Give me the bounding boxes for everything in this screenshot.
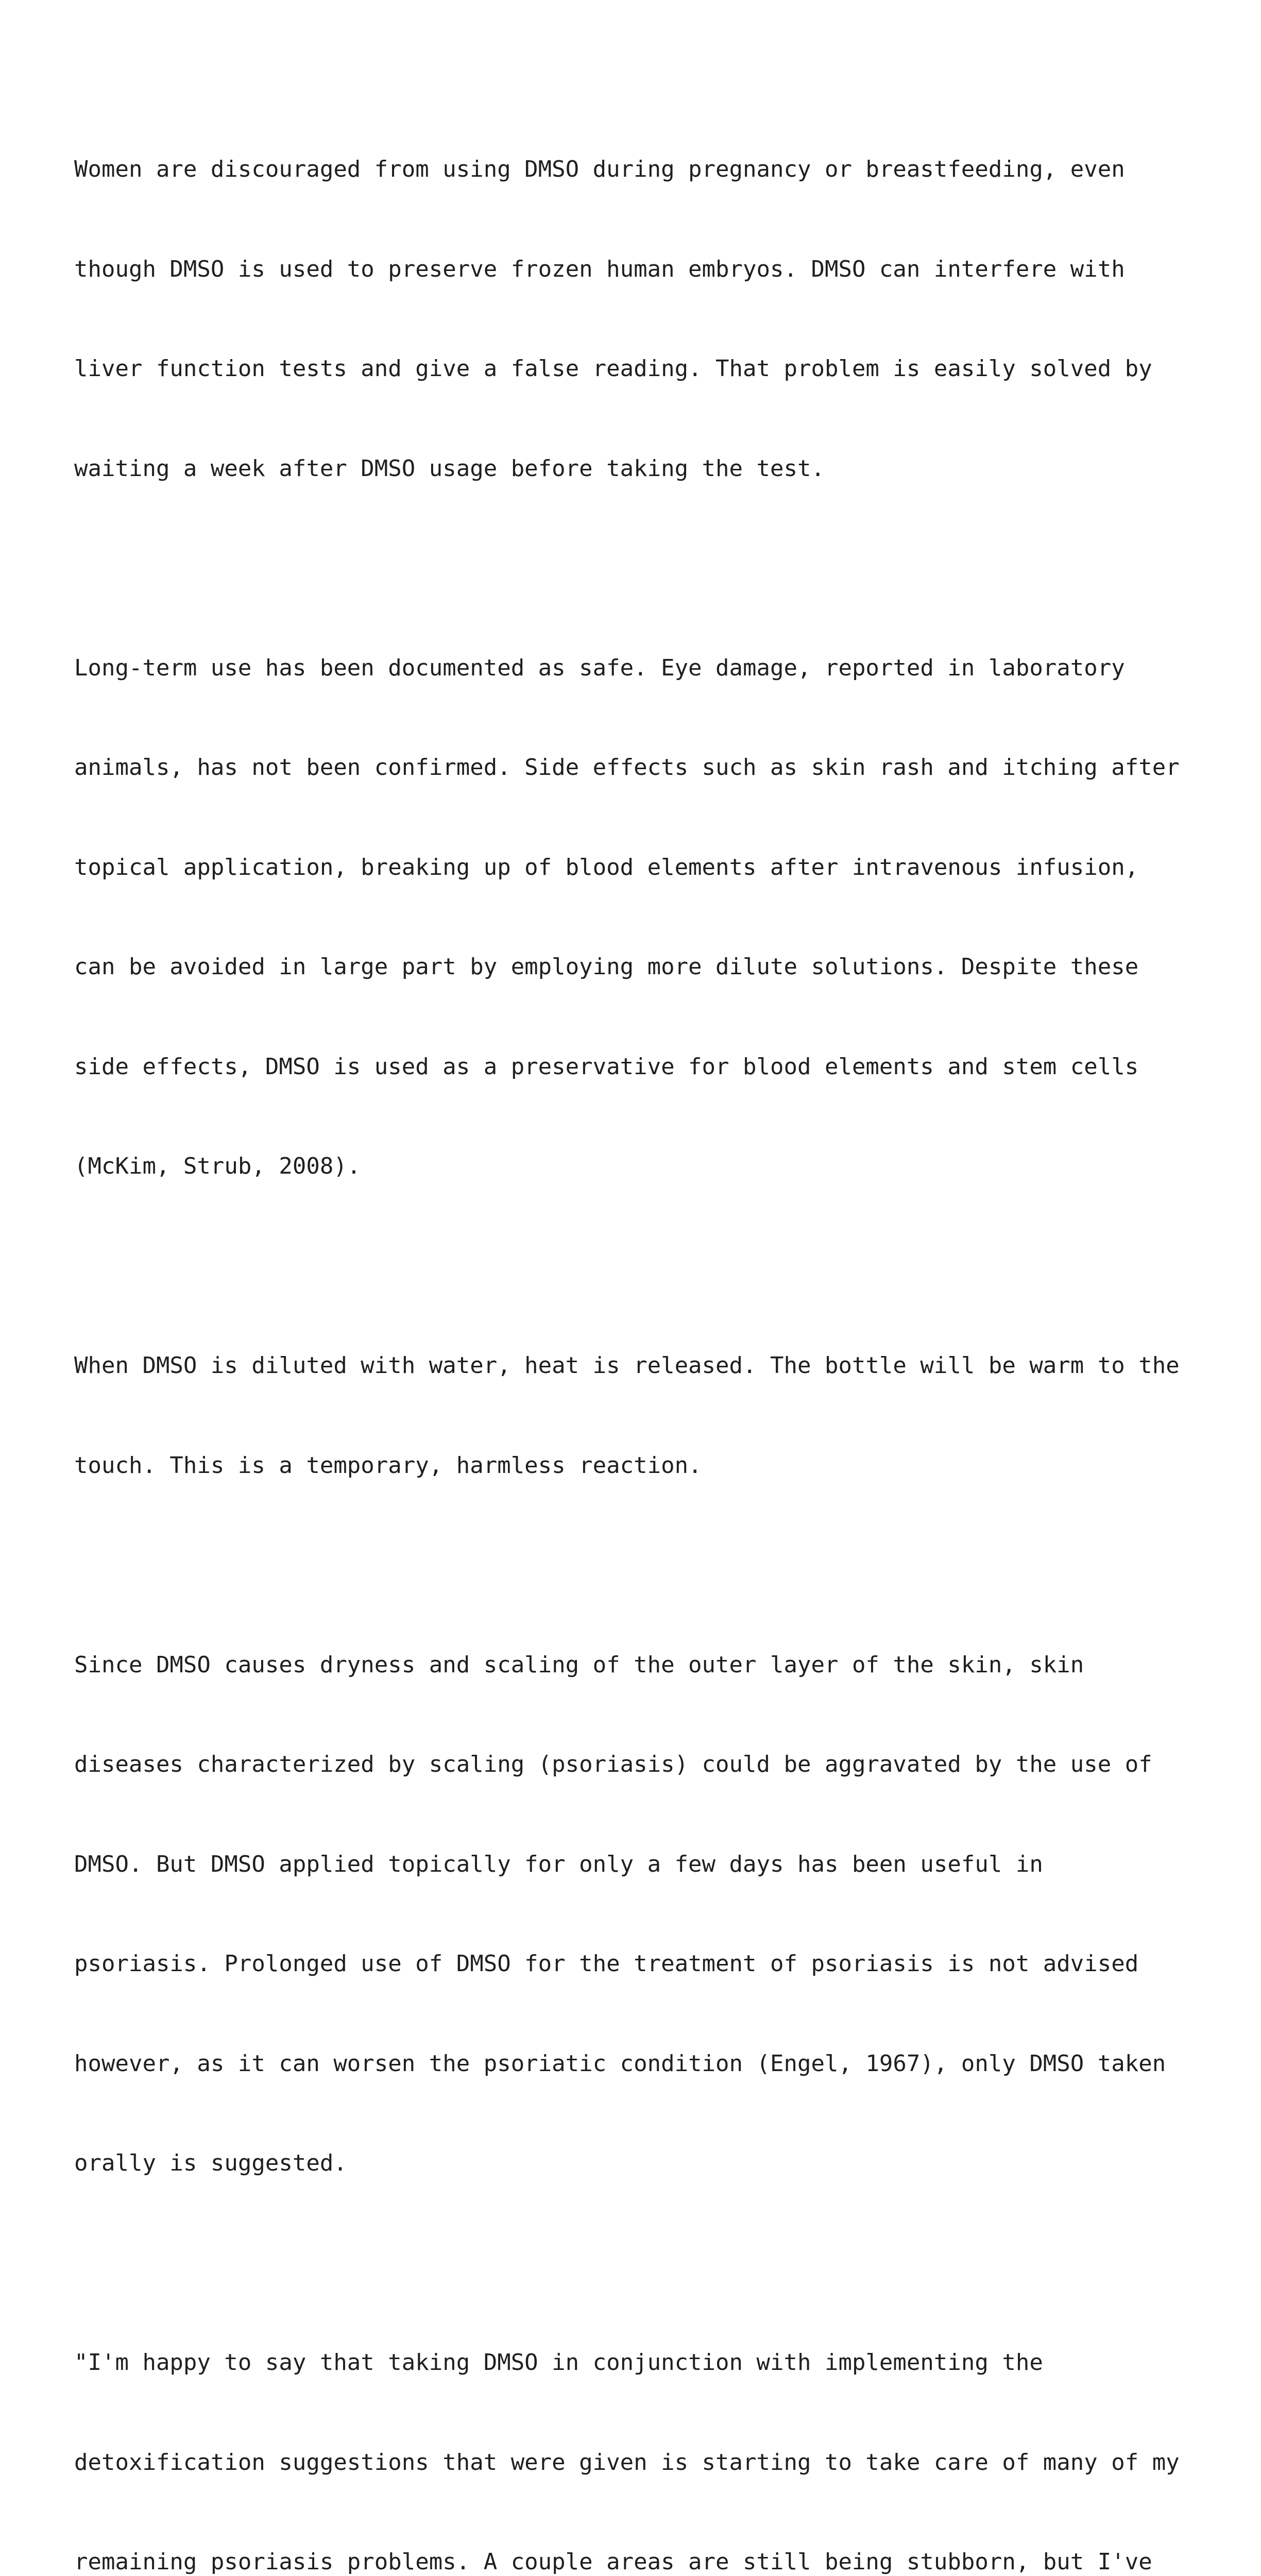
text-line: however, as it can worsen the psoriatic condition (Engel, 1967), only DMSO taken <box>74 2050 1166 2077</box>
text-line: Women are discouraged from using DMSO during pregnancy or breastfeeding, even <box>74 156 1125 182</box>
paragraph-dilution-heat <box>74 1283 1197 1549</box>
text-line: can be avoided in large part by employing more dilute solutions. Despite these <box>74 954 1139 980</box>
text-line: remaining psoriasis problems. A couple areas are still being stubborn, but I've <box>74 2549 1152 2575</box>
text-line: DMSO. But DMSO applied topically for only a few days has been useful in <box>74 1851 1043 1877</box>
text-line: psoriasis. Prolonged use of DMSO for the treatment of psoriasis is not advised <box>74 1951 1139 1977</box>
text-line: topical application, breaking up of blood elements after intravenous infusion, <box>74 854 1139 880</box>
document-page <box>74 87 1197 2576</box>
paragraph-psoriasis <box>74 1582 1197 2247</box>
text-line: diseases characterized by scaling (psoriasis) could be aggravated by the use of <box>74 1751 1152 1777</box>
paragraph-long-term-use <box>74 585 1197 1250</box>
text-line: Long-term use has been documented as safe. Eye damage, reported in laboratory <box>74 654 1125 681</box>
text-line: waiting a week after DMSO usage before taking the test. <box>74 455 825 482</box>
text-line: animals, has not been confirmed. Side effects such as skin rash and itching after <box>74 754 1180 781</box>
text-line: detoxification suggestions that were given is starting to take care of many of my <box>74 2449 1180 2476</box>
text-line: Since DMSO causes dryness and scaling of the outer layer of the skin, skin <box>74 1651 1084 1678</box>
text-line: side effects, DMSO is used as a preservative for blood elements and stem cells <box>74 1053 1139 1080</box>
text-line: touch. This is a temporary, harmless reaction. <box>74 1452 702 1479</box>
text-line: "I'm happy to say that taking DMSO in conjunction with implementing the <box>74 2349 1043 2376</box>
text-line: liver function tests and give a false reading. That problem is easily solved by <box>74 355 1152 382</box>
text-line: orally is suggested. <box>74 2150 347 2176</box>
paragraph-pregnancy <box>74 87 1197 552</box>
text-line: though DMSO is used to preserve frozen human embryos. DMSO can interfere with <box>74 256 1125 282</box>
text-line: (McKim, Strub, 2008). <box>74 1153 361 1179</box>
paragraph-testimonial <box>74 2280 1197 2576</box>
text-line: When DMSO is diluted with water, heat is released. The bottle will be warm to the <box>74 1352 1180 1379</box>
